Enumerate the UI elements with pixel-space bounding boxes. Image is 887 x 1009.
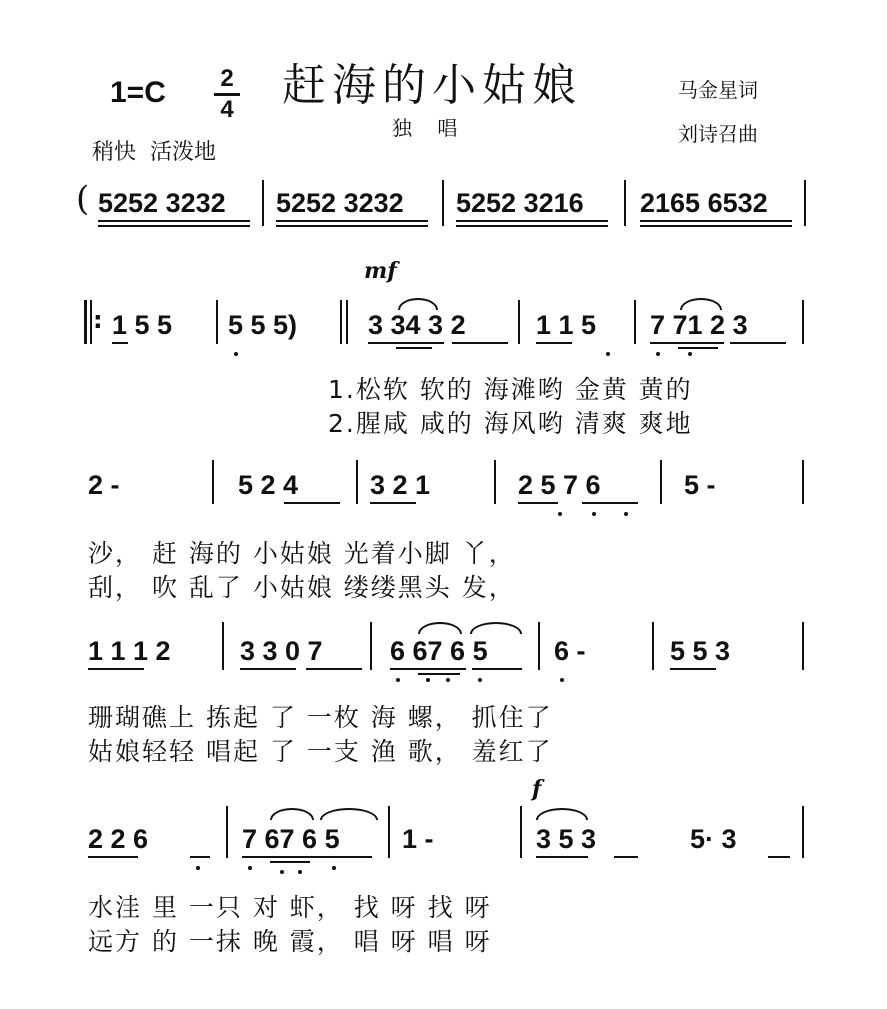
measure-3-1: 2 - <box>88 470 120 500</box>
lyrics-verse-1: 水洼 里 一只 对 虾， 找 呀 找 呀 <box>88 893 492 922</box>
lyricist: 马金星词 <box>678 78 758 102</box>
barline <box>660 460 662 504</box>
slur <box>536 808 588 820</box>
lyrics-verse-1: 沙， 赶 海的 小姑娘 光着小脚 丫， <box>88 539 516 568</box>
barline <box>802 300 804 344</box>
beam-line <box>536 342 572 344</box>
intro-measure-3: 5252 3216 <box>456 188 584 218</box>
lyrics-verse-2: 刮， 吹 乱了 小姑娘 缕缕黑头 发， <box>88 573 516 602</box>
beam-line <box>306 668 362 670</box>
low-octave-dot <box>656 352 660 356</box>
barline <box>802 806 804 858</box>
slur <box>320 808 378 820</box>
barline <box>804 180 806 226</box>
beam-line <box>396 347 432 349</box>
lyrics-verse-2: 远方 的 一抹 晚 霞， 唱 呀 唱 呀 <box>88 927 492 956</box>
low-octave-dot <box>688 352 692 356</box>
beam-line <box>472 668 522 670</box>
lyrics-verse-2: 姑娘轻轻 唱起 了 一支 渔 歌， 羞红了 <box>88 737 553 766</box>
beam-line <box>678 347 718 349</box>
barline <box>216 300 218 344</box>
barline <box>634 300 636 344</box>
dynamic-f: f <box>532 776 542 802</box>
beam-line <box>98 220 250 222</box>
lyrics-verse-1: 珊瑚礁上 拣起 了 一枚 海 螺， 抓住了 <box>88 703 553 732</box>
barline <box>518 300 520 344</box>
system-4 <box>0 622 887 766</box>
beam-line <box>240 668 296 670</box>
measure-3-3: 3 2 1 <box>370 470 431 500</box>
low-octave-dot <box>478 678 482 682</box>
repeat-barline-thin <box>90 300 92 344</box>
measure-5-5: 5· 3 <box>690 824 737 854</box>
barline <box>340 300 342 344</box>
measure-5-1: 2 2 6 <box>88 824 149 854</box>
beam-line <box>390 668 466 670</box>
beam-line <box>670 668 716 670</box>
beam-line <box>98 225 250 227</box>
composer: 刘诗召曲 <box>678 122 758 146</box>
barline <box>222 622 224 670</box>
barline <box>624 180 626 226</box>
time-signature-bottom: 4 <box>220 96 234 123</box>
time-signature-top: 2 <box>220 65 234 92</box>
beam-line <box>270 861 310 863</box>
low-octave-dot <box>280 870 284 874</box>
measure-2-1: 1 5 5 <box>112 310 173 340</box>
beam-line <box>518 502 558 504</box>
slur <box>680 298 722 310</box>
low-octave-dot <box>332 866 336 870</box>
measure-5-4: 3 5 3 <box>536 824 597 854</box>
measure-3-2: 5 2 4 <box>238 470 299 500</box>
system-5 <box>0 806 887 956</box>
low-octave-dot <box>558 512 562 516</box>
measure-4-3: 6 67 6 5 <box>390 636 488 666</box>
dynamic-mf: mf <box>364 258 397 284</box>
barline <box>802 622 804 670</box>
beam-line <box>370 502 416 504</box>
key-signature: 1=C <box>110 76 166 109</box>
barline <box>226 806 228 858</box>
beam-line <box>640 220 792 222</box>
system-2 <box>0 300 887 440</box>
low-octave-dot <box>248 866 252 870</box>
intro-measure-4: 2165 6532 <box>640 188 768 218</box>
measure-2-5: 7 71 2 3 <box>650 310 748 340</box>
time-signature <box>212 66 242 123</box>
measure-3-5: 5 - <box>684 470 716 500</box>
measure-2-2: 5 5 5) <box>228 310 298 340</box>
low-octave-dot <box>298 870 302 874</box>
barline <box>370 622 372 670</box>
beam-line <box>276 220 428 222</box>
lyrics-verse-2: 2.腥咸 咸的 海风哟 清爽 爽地 <box>328 409 693 438</box>
low-octave-dot <box>606 352 610 356</box>
beam-line <box>456 220 608 222</box>
intro-open-paren: ( <box>76 179 90 219</box>
beam-line <box>640 225 792 227</box>
slur <box>470 622 522 634</box>
beam-line <box>456 225 608 227</box>
barline <box>442 180 444 226</box>
beam-line <box>276 225 428 227</box>
barline <box>388 806 390 858</box>
barline <box>346 300 348 344</box>
low-octave-dot <box>592 512 596 516</box>
measure-3-4: 2 5 7 6 <box>518 470 601 500</box>
beam-line <box>582 502 638 504</box>
performance-type: 独 唱 <box>392 116 458 140</box>
lyrics-verse-1: 1.松软 软的 海滩哟 金黄 黄的 <box>328 375 693 404</box>
repeat-dots: : <box>93 306 103 334</box>
low-octave-dot <box>624 512 628 516</box>
barline <box>494 460 496 504</box>
beam-line <box>190 856 210 858</box>
beam-line <box>650 342 724 344</box>
beam-line <box>112 342 128 344</box>
slur <box>270 808 314 820</box>
barline <box>262 180 264 226</box>
barline <box>538 622 540 670</box>
beam-line <box>730 342 786 344</box>
measure-2-3: 3 34 3 2 <box>368 310 466 340</box>
beam-line <box>88 856 138 858</box>
measure-4-2: 3 3 0 7 <box>240 636 323 666</box>
beam-line <box>368 342 444 344</box>
beam-line <box>768 856 790 858</box>
measure-4-1: 1 1 1 2 <box>88 636 171 666</box>
song-title: 赶海的小姑娘 <box>282 60 582 111</box>
low-octave-dot <box>196 866 200 870</box>
repeat-barline-thick <box>84 300 87 344</box>
measure-5-2: 7 67 6 5 <box>242 824 340 854</box>
measure-2-4: 1 1 5 <box>536 310 597 340</box>
measure-4-5: 5 5 3 <box>670 636 731 666</box>
low-octave-dot <box>560 678 564 682</box>
barline <box>212 460 214 504</box>
beam-line <box>536 856 588 858</box>
barline <box>802 460 804 504</box>
beam-line <box>418 673 460 675</box>
beam-line <box>614 856 638 858</box>
low-octave-dot <box>446 678 450 682</box>
system-3 <box>0 460 887 600</box>
slur <box>398 298 438 310</box>
beam-line <box>452 342 508 344</box>
beam-line <box>88 668 144 670</box>
beam-line <box>284 502 340 504</box>
slur <box>418 622 462 634</box>
system-intro <box>0 180 887 240</box>
barline <box>520 806 522 858</box>
intro-measure-1: 5252 3232 <box>98 188 226 218</box>
low-octave-dot <box>234 352 238 356</box>
barline <box>356 460 358 504</box>
measure-5-3: 1 - <box>402 824 434 854</box>
measure-4-4: 6 - <box>554 636 586 666</box>
low-octave-dot <box>396 678 400 682</box>
beam-line <box>242 856 372 858</box>
barline <box>652 622 654 670</box>
intro-measure-2: 5252 3232 <box>276 188 404 218</box>
low-octave-dot <box>426 678 430 682</box>
tempo-marking: 稍快 活泼地 <box>92 140 216 165</box>
